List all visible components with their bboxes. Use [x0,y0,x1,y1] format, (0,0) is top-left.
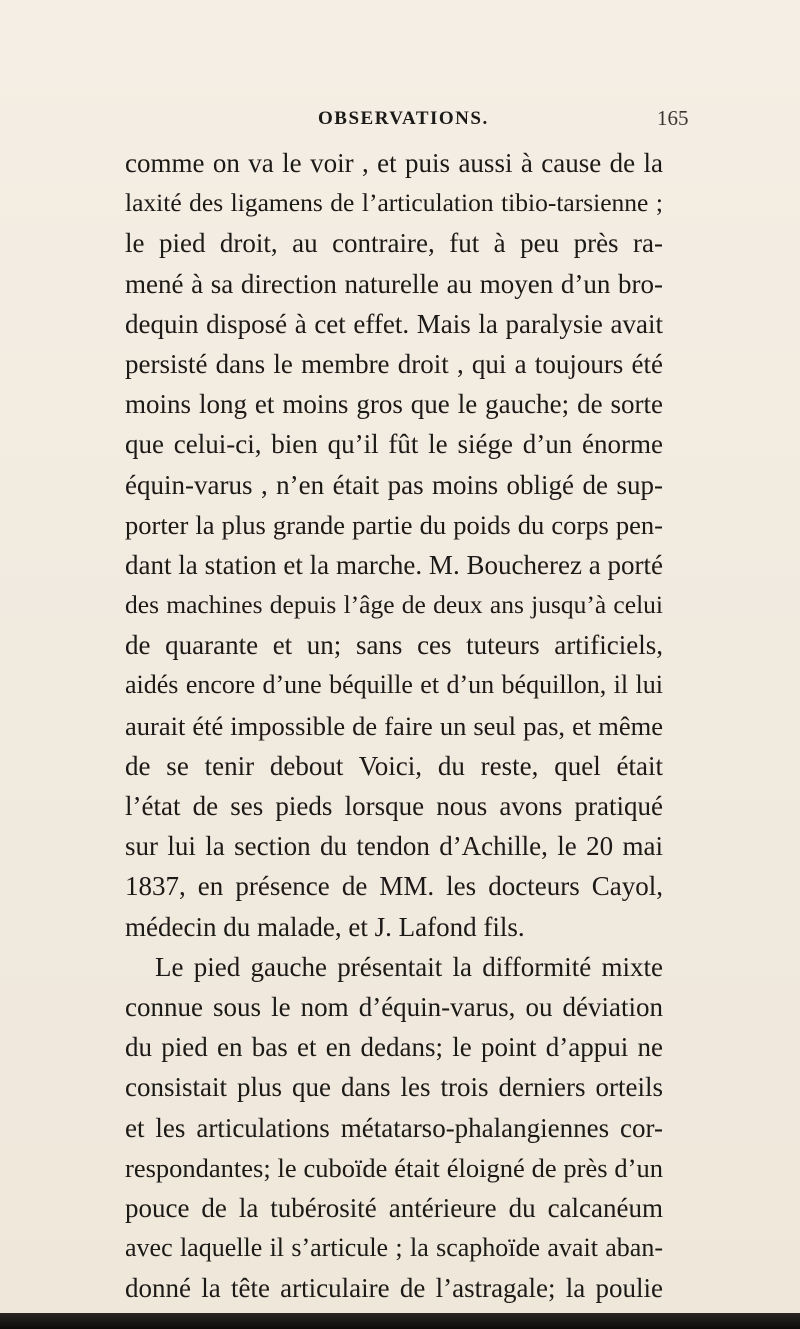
text-line: porter la plus grande partie du poids du corps pen- [125,509,663,540]
text-line: moins long et moins gros que le gauche; de sorte [125,389,663,420]
page-number: 165 [657,106,689,130]
paragraph-1 [125,143,663,947]
body-text [125,143,663,1329]
text-line: équin-varus , n’en était pas moins obligé de sup- [125,469,663,500]
text-line: médecin du malade, et J. Lafond fils. [125,911,525,942]
text-line: dant la station et la marche. M. Boucherez a porté [125,549,663,580]
text-line: l’état de ses pieds lorsque nous avons pratiqué [125,791,663,821]
text-line: de se tenir debout Voici, du reste, quel était [125,750,663,781]
text-line: que celui-ci, bien qu’il fût le siége d’un énorme [125,429,663,460]
text-line: donné la tête articulaire de l’astragale; la poulie [125,1273,663,1304]
text-line: le pied droit, au contraire, fut à peu près ra- [125,228,663,259]
running-head [0,108,800,138]
text-line: comme on va le voir , et puis aussi à cause de la [125,148,663,178]
running-title: OBSERVATIONS. [318,108,489,129]
text-line: persisté dans le membre droit , qui a toujours été [125,348,663,379]
text-line: aurait été impossible de faire un seul pas, et même [125,710,663,741]
text-line: aidés encore d’une béquille et d’un béquillon, il lui [125,670,663,700]
text-line: des machines depuis l’âge de deux ans jusqu’à celui [125,590,663,620]
text-line: laxité des ligamens de l’articulation tibio-tarsienne ; [125,188,663,218]
text-line: et les articulations métatarso-phalangiennes cor- [125,1112,663,1143]
text-line: respondantes; le cuboïde était éloigné de près d’un [125,1152,663,1183]
text-line: consistait plus que dans les trois derniers orteils [125,1072,663,1103]
text-line: sur lui la section du tendon d’Achille, le 20 mai [125,831,663,862]
text-line: de quarante et un; sans ces tuteurs artificiels, [125,630,663,661]
text-line: pouce de la tubérosité antérieure du calcanéum [125,1192,663,1223]
text-line: connue sous le nom d’équin-varus, ou déviation [125,991,663,1022]
paragraph-2 [125,947,663,1329]
text-line: avec laquelle il s’articule ; la scaphoïde avait aban- [125,1233,663,1263]
text-line: 1837, en présence de MM. les docteurs Cayol, [125,871,663,902]
text-line: dequin disposé à cet effet. Mais la paralysie avait [125,308,663,339]
text-line: Le pied gauche présentait la difformité mixte [155,951,663,982]
text-line: du pied en bas et en dedans; le point d’appui ne [125,1032,663,1063]
text-line: mené à sa direction naturelle au moyen d’un bro- [125,268,663,299]
page-bottom-edge [0,1313,800,1329]
